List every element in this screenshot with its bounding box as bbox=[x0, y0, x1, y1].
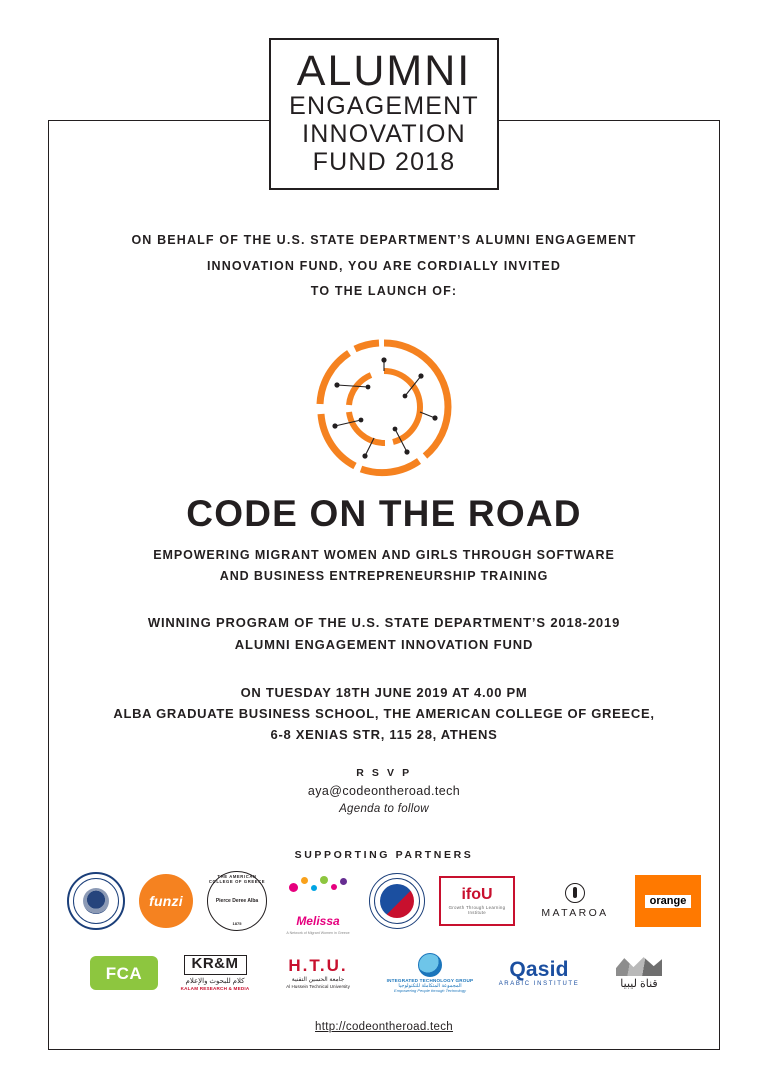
iforu-wordmark: ifoU bbox=[461, 886, 493, 904]
libya-mark bbox=[600, 946, 678, 1000]
qasid-subtitle: ARABIC INSTITUTE bbox=[498, 981, 580, 988]
header-line-fund-2018: FUND 2018 bbox=[312, 148, 456, 177]
acg-seal-icon bbox=[207, 871, 267, 931]
itg-arabic-text: المجموعة المتكاملة للتكنولوجيا bbox=[398, 983, 462, 990]
acg-emblem-icon bbox=[369, 873, 425, 929]
subtitle-line-1: EMPOWERING MIGRANT WOMEN AND GIRLS THROUGH SOFTWARE bbox=[153, 547, 615, 562]
page-title: CODE ON THE ROAD bbox=[186, 492, 582, 534]
website-link[interactable]: http://codeontheroad.tech bbox=[315, 1021, 453, 1034]
mataroa-wordmark: MATAROA bbox=[541, 907, 609, 920]
melissa-wordmark: Melissa bbox=[296, 913, 340, 928]
krm-arabic-text: كلام للبحوث والإعلام bbox=[185, 977, 245, 985]
acg-year: 1875 bbox=[232, 921, 242, 927]
award-line-1: WINNING PROGRAM OF THE U.S. STATE DEPARTMENT’S 2018-2019 bbox=[147, 615, 621, 631]
subtitle bbox=[48, 545, 720, 586]
itg-mark bbox=[382, 945, 478, 1001]
krm-mark bbox=[176, 945, 254, 1001]
state-department-seal-icon bbox=[67, 872, 125, 930]
event-datetime: ON TUESDAY 18TH JUNE 2019 AT 4.00 PM bbox=[240, 685, 528, 701]
circuit-circle-icon bbox=[309, 332, 459, 482]
acg-ring-text: THE AMERICAN COLLEGE OF GREECE bbox=[208, 874, 266, 884]
intro-text bbox=[48, 228, 720, 305]
libya-brush-icon bbox=[616, 956, 662, 976]
rsvp-label: R S V P bbox=[356, 767, 412, 780]
header-line-alumni: ALUMNI bbox=[296, 47, 472, 95]
intro-line-1: ON BEHALF OF THE U.S. STATE DEPARTMENT’S ALUMNI ENGAGEMENT bbox=[131, 233, 637, 247]
libya-arabic-text: قناة ليبيا bbox=[620, 978, 658, 991]
event-venue: ALBA GRADUATE BUSINESS SCHOOL, THE AMERICAN COLLEGE OF GREECE, bbox=[113, 706, 655, 722]
acg-seal-logo bbox=[369, 873, 425, 929]
kalam-research-media-logo bbox=[176, 945, 254, 1001]
supporting-partners-label: SUPPORTING PARTNERS bbox=[294, 849, 474, 862]
acg-emblem-ring bbox=[374, 878, 420, 924]
header-line-engagement: ENGAGEMENT bbox=[289, 92, 479, 121]
mataroa-icon bbox=[565, 883, 585, 903]
code-on-the-road-logo bbox=[48, 327, 720, 487]
rsvp-email[interactable]: aya@codeontheroad.tech bbox=[307, 784, 461, 799]
iforu-tagline: Growth Through Learning Institute bbox=[448, 905, 506, 915]
mataroa-logo bbox=[529, 873, 621, 929]
event-address: 6-8 XENIAS STR, 115 28, ATHENS bbox=[270, 727, 498, 743]
mataroa-mark bbox=[529, 877, 621, 925]
eagle-icon bbox=[83, 888, 109, 914]
htu-english-text: Al Hussein Technical University bbox=[286, 983, 350, 989]
invitation-content bbox=[48, 120, 720, 1050]
melissa-mark bbox=[281, 875, 355, 935]
award-statement bbox=[48, 612, 720, 656]
melissa-network-logo bbox=[281, 873, 355, 935]
orange-wordmark: orange bbox=[645, 895, 692, 909]
orange-logo bbox=[635, 873, 701, 929]
krm-english-text: KALAM RESEARCH & MEDIA bbox=[180, 985, 250, 991]
partner-logos-row-1 bbox=[48, 873, 720, 935]
fca-wordmark: FCA bbox=[90, 956, 158, 990]
acg-mid-text: Pierce Deree Alba bbox=[215, 897, 259, 904]
partner-logos-row-2 bbox=[48, 945, 720, 1001]
iforu-mark bbox=[439, 876, 515, 926]
funzi-logo bbox=[139, 873, 193, 929]
ifor-u-logo bbox=[439, 873, 515, 929]
htu-wordmark: H.T.U. bbox=[288, 956, 348, 976]
globe-icon bbox=[418, 953, 442, 977]
orange-mark bbox=[635, 875, 701, 927]
krm-wordmark: KR&M bbox=[184, 955, 247, 974]
melissa-tagline: A Network of Migrant Women in Greece bbox=[286, 930, 350, 935]
header-line-innovation: INNOVATION bbox=[302, 120, 466, 149]
aeif-header-box bbox=[269, 38, 499, 190]
itg-tagline: Empowering People through Technology bbox=[394, 988, 466, 994]
itg-english-text: INTEGRATED TECHNOLOGY GROUP bbox=[386, 978, 474, 984]
award-line-2: ALUMNI ENGAGEMENT INNOVATION FUND bbox=[234, 637, 534, 653]
intro-line-3: TO THE LAUNCH OF: bbox=[310, 284, 458, 299]
qasid-mark bbox=[496, 949, 582, 997]
htu-mark bbox=[272, 947, 364, 999]
htu-logo bbox=[272, 945, 364, 1001]
libya-channel-logo bbox=[600, 945, 678, 1001]
event-details bbox=[48, 682, 720, 745]
melissa-dots-icon bbox=[287, 875, 349, 901]
itg-logo bbox=[382, 945, 478, 1001]
us-department-of-state-seal bbox=[67, 873, 125, 929]
fca-logo bbox=[90, 945, 158, 1001]
qasid-arabic-institute-logo bbox=[496, 945, 582, 1001]
funzi-wordmark: funzi bbox=[139, 874, 193, 928]
intro-line-2: INNOVATION FUND, YOU ARE CORDIALLY INVITED bbox=[206, 258, 562, 273]
agenda-note: Agenda to follow bbox=[339, 803, 429, 816]
subtitle-line-2: AND BUSINESS ENTREPRENEURSHIP TRAINING bbox=[219, 568, 549, 583]
american-college-of-greece-logo bbox=[207, 873, 267, 929]
qasid-wordmark: Qasid bbox=[509, 958, 569, 982]
htu-arabic-text: جامعة الحسين التقنية bbox=[291, 977, 345, 984]
